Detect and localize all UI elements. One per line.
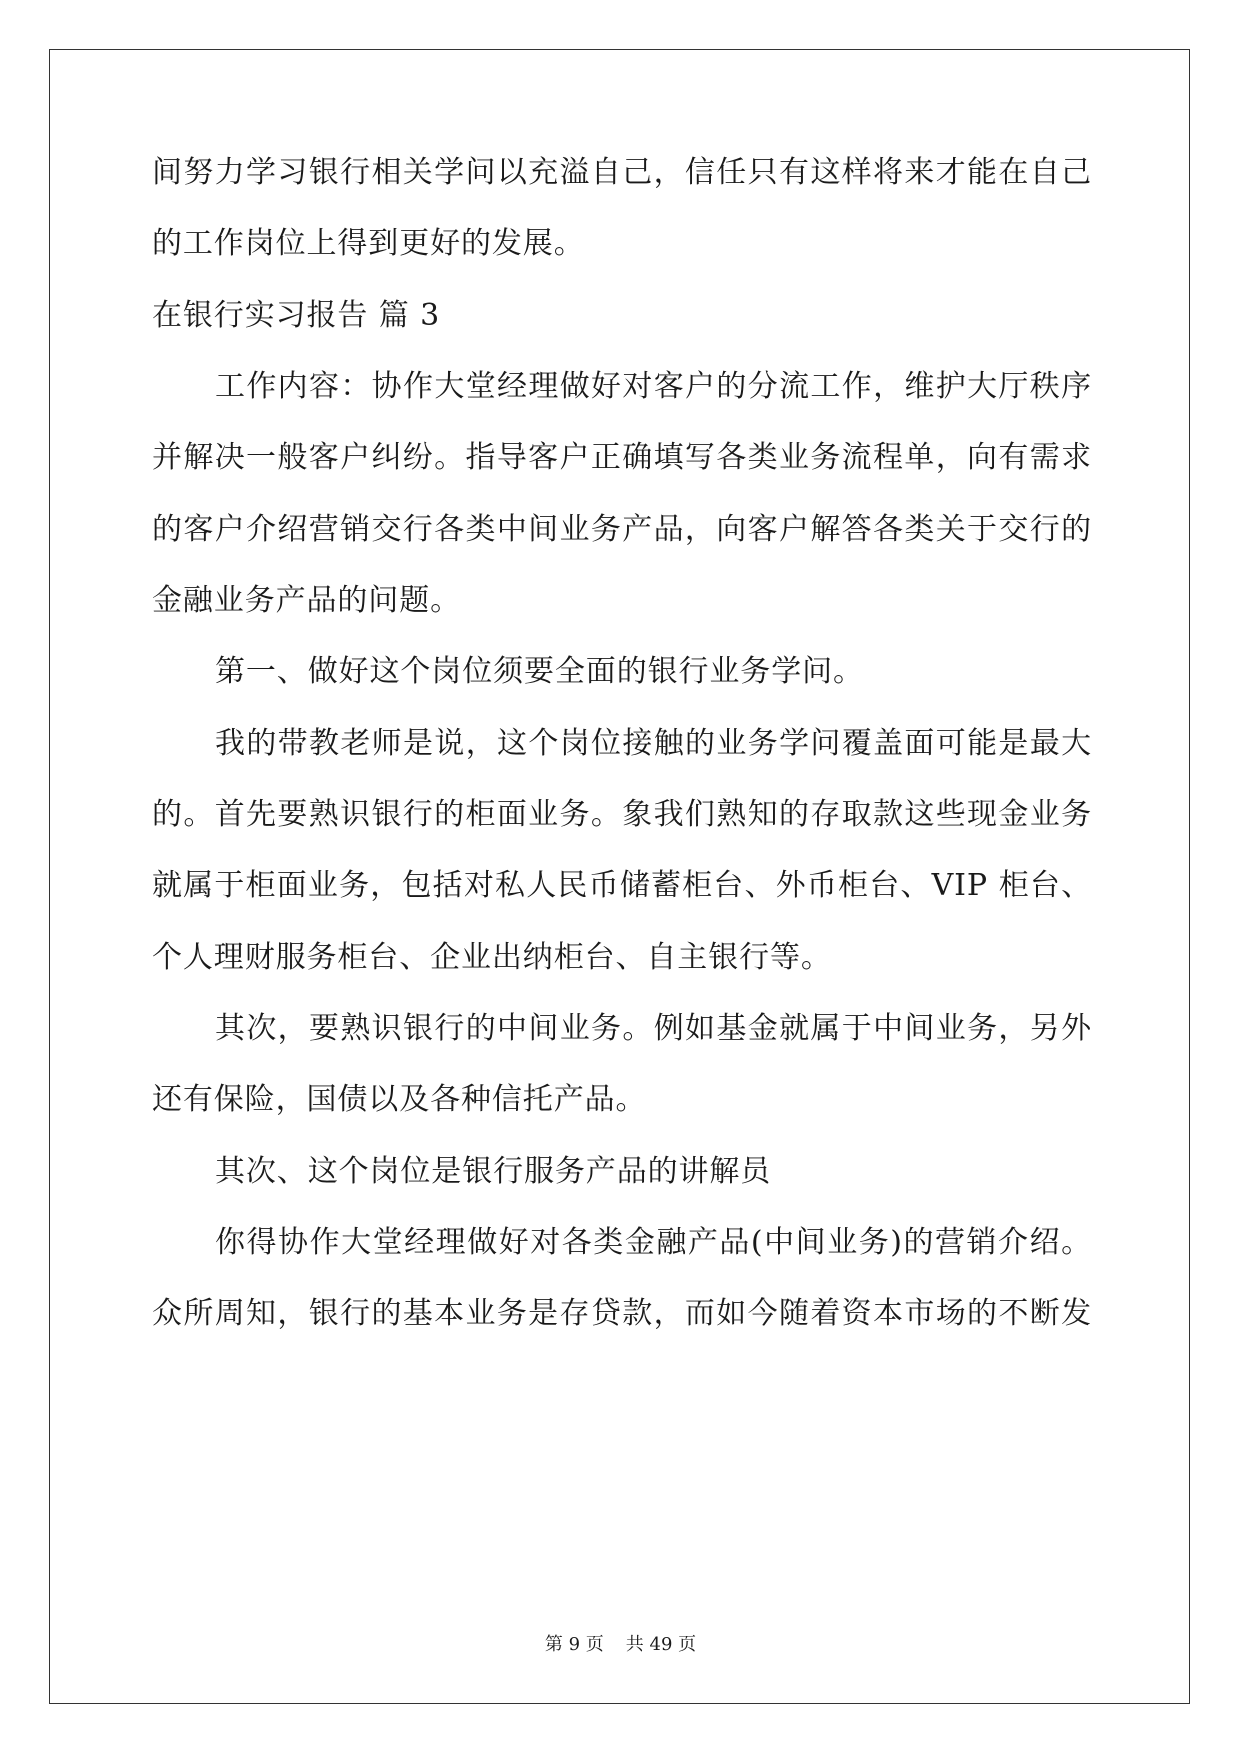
paragraph-line: 我的带教老师是说，这个岗位接触的业务学问覆盖面可能是最大 [215, 726, 1092, 761]
section-heading: 在银行实习报告 篇 3 [152, 298, 441, 333]
paragraph-line: 还有保险，国债以及各种信托产品。 [152, 1082, 647, 1117]
paragraph-line: 并解决一般客户纠纷。指导客户正确填写各类业务流程单，向有需求 [152, 440, 1092, 475]
paragraph-line: 间努力学习银行相关学问以充溢自己，信任只有这样将来才能在自己 [152, 155, 1092, 190]
paragraph-line: 的。首先要熟识银行的柜面业务。象我们熟知的存取款这些现金业务 [152, 797, 1092, 832]
paragraph-line: 工作内容：协作大堂经理做好对客户的分流工作，维护大厅秩序 [215, 369, 1092, 404]
paragraph-line: 金融业务产品的问题。 [152, 583, 461, 618]
page-number: 第 9 页 [544, 1634, 604, 1655]
page-footer [0, 1633, 1241, 1657]
paragraph-line: 个人理财服务柜台、企业出纳柜台、自主银行等。 [152, 940, 832, 975]
paragraph-line: 众所周知，银行的基本业务是存贷款，而如今随着资本市场的不断发 [152, 1296, 1092, 1331]
page-total: 共 49 页 [625, 1634, 697, 1655]
paragraph-line: 的客户介绍营销交行各类中间业务产品，向客户解答各类关于交行的 [152, 512, 1092, 547]
paragraph-line: 其次，要熟识银行的中间业务。例如基金就属于中间业务，另外 [215, 1011, 1092, 1046]
paragraph-line: 其次、这个岗位是银行服务产品的讲解员 [215, 1154, 772, 1189]
paragraph-line: 你得协作大堂经理做好对各类金融产品(中间业务)的营销介绍。 [215, 1225, 1092, 1260]
paragraph-line: 第一、做好这个岗位须要全面的银行业务学问。 [215, 654, 864, 689]
paragraph-line: 就属于柜面业务，包括对私人民币储蓄柜台、外币柜台、VIP 柜台、 [152, 868, 1092, 903]
paragraph-line: 的工作岗位上得到更好的发展。 [152, 226, 585, 261]
